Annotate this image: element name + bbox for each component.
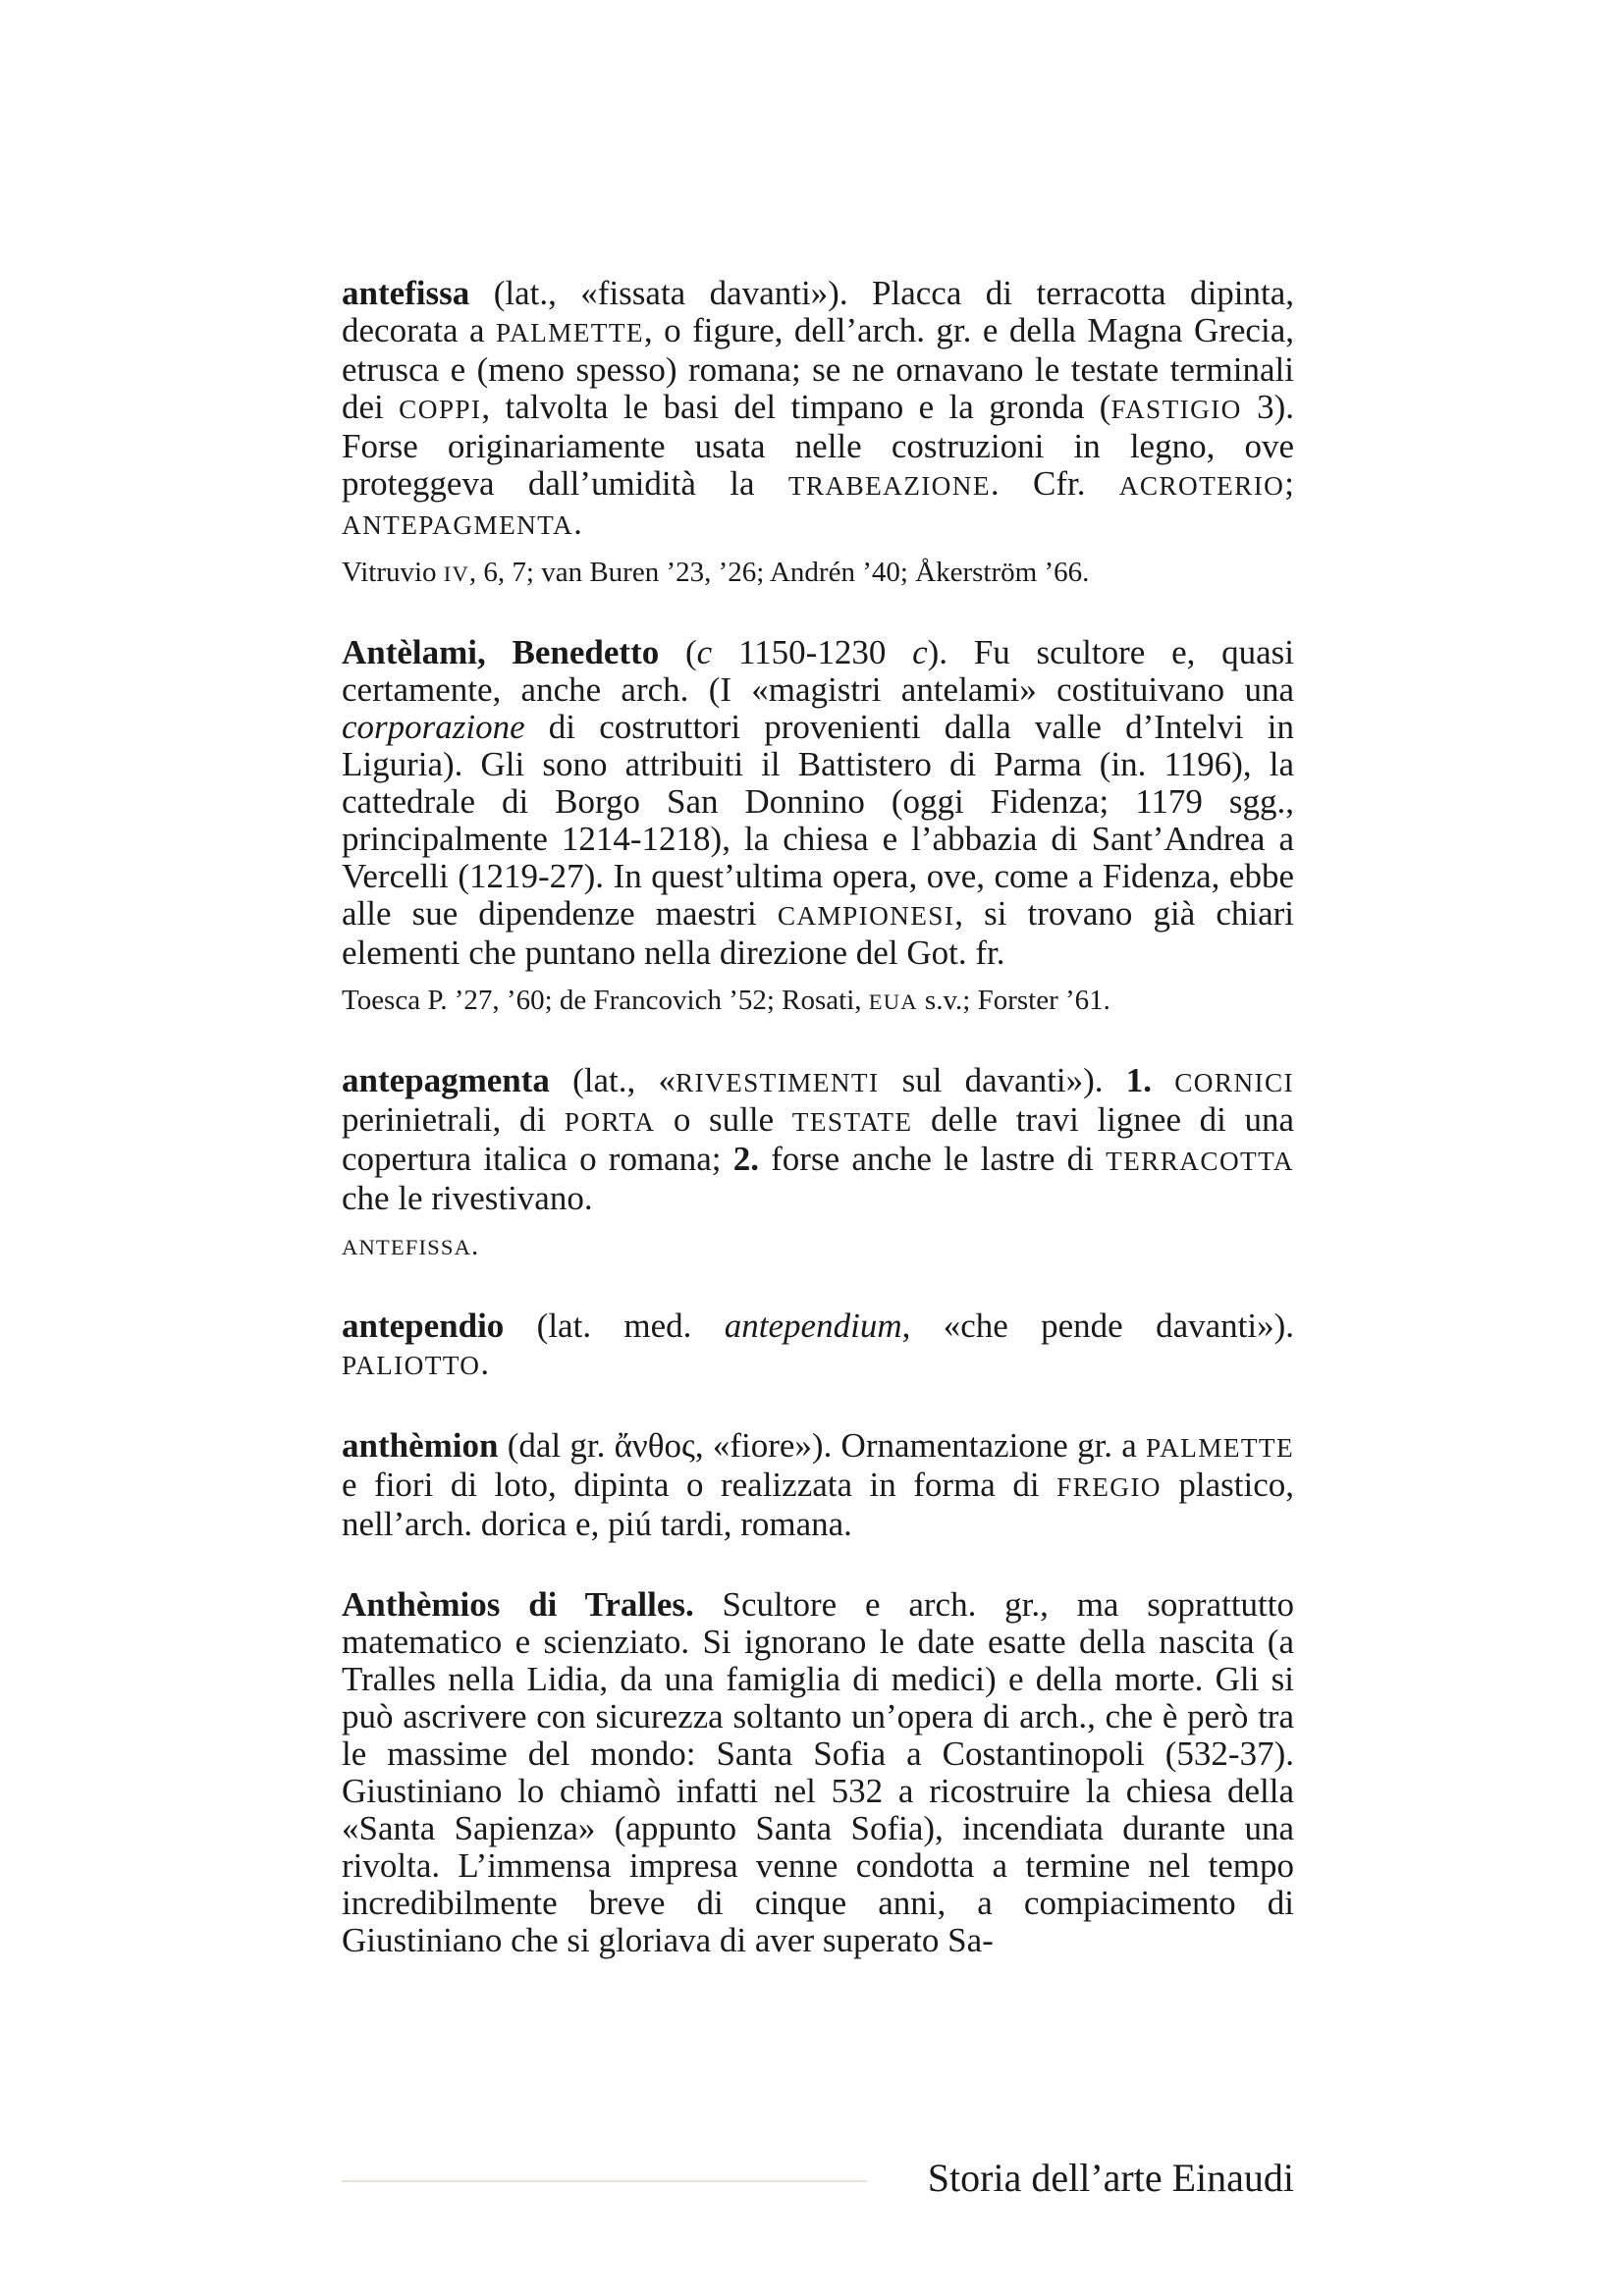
cross-reference: COPPI: [399, 395, 482, 424]
dictionary-entry: [342, 275, 1294, 591]
dictionary-entry: [342, 634, 1294, 1019]
dictionary-entry: [342, 1427, 1294, 1543]
entry-headword: antefissa: [342, 274, 470, 312]
text-run: e fiori di loto, dipinta o realizzata in forma di: [342, 1466, 1057, 1504]
cross-reference: IV: [443, 561, 469, 586]
cross-reference: ACROTERIO: [1118, 471, 1285, 501]
text-run: , talvolta le basi del timpano e la gronda (: [481, 388, 1111, 426]
text-run: , o figure, dell’arch. gr. e della Magna Grecia, etrusca e (meno spesso) romana; se ne ornavano le testate terminali dei: [342, 311, 1294, 426]
entry-body: [342, 275, 1294, 544]
footer-rule: [342, 2180, 867, 2182]
dictionary-entries: [342, 275, 1294, 2002]
cross-reference: RIVESTIMENTI: [675, 1068, 880, 1097]
dictionary-entry: [342, 1062, 1294, 1264]
text-run: (lat., «: [549, 1061, 676, 1099]
cross-reference: FASTIGIO: [1110, 395, 1242, 424]
entry-headword: Anthèmios di Tralles.: [342, 1585, 694, 1624]
text-run: Toesca P. ’27, ’60; de Francovich ’52; Rosati,: [342, 985, 869, 1016]
cross-reference: PALMETTE: [1146, 1433, 1294, 1463]
text-run: delle travi lignee di una copertura italica o romana;: [342, 1100, 1295, 1178]
dictionary-entry: [342, 1308, 1294, 1384]
entry-headword: antependio: [342, 1307, 505, 1345]
entry-headword: Antèlami, Benedetto: [342, 633, 660, 671]
cross-reference: TESTATE: [791, 1107, 913, 1137]
cross-reference: PALMETTE: [495, 318, 644, 347]
text-run: , 6, 7; van Buren ’23, ’26; Andrén ’40; Åkerström ’66.: [468, 557, 1090, 588]
text-run: corporazione: [342, 708, 525, 746]
cross-reference: ANTEFISSA: [342, 1235, 472, 1259]
cross-reference: ANTEPAGMENTA: [342, 510, 574, 540]
text-run: .: [471, 1230, 479, 1261]
text-run: ). Fu scultore e, quasi certamente, anche arch. (I «magistri antelami» costituivano una: [342, 633, 1295, 709]
entry-body: [342, 1062, 1294, 1217]
text-run: , si trovano già chiari elementi che puntano nella direzione del Got. fr.: [342, 894, 1294, 972]
dictionary-entry: [342, 1586, 1294, 1959]
text-run: c: [912, 633, 928, 671]
cross-reference: PORTA: [564, 1107, 656, 1137]
text-run: , «che pende davanti»).: [901, 1307, 1294, 1345]
entry-body: [342, 1427, 1294, 1543]
cross-reference: CAMPIONESI: [777, 901, 955, 931]
text-run: (dal gr. ἄνθος, «fiore»). Ornamentazione gr. a: [498, 1426, 1147, 1465]
entry-bibliography: [342, 1229, 1294, 1264]
entry-body: [342, 634, 1294, 972]
cross-reference: TERRACOTTA: [1106, 1147, 1294, 1176]
cross-reference: FREGIO: [1056, 1472, 1162, 1502]
text-run: 1.: [1125, 1061, 1153, 1099]
text-run: .: [573, 504, 582, 542]
text-run: o sulle: [655, 1100, 792, 1139]
text-run: .: [480, 1344, 490, 1382]
text-run: c: [696, 633, 713, 671]
cross-reference: CORNICI: [1174, 1068, 1295, 1097]
entry-bibliography: [342, 556, 1294, 591]
text-run: di costruttori provenienti dalla valle d’Intelvi in Liguria). Gli sono attribuiti il Battistero di Parma (in. 1196), la cattedrale di Borgo San Donnino (oggi Fidenza; 1179 sgg., principalmente 1214-1218), la chiesa e l’abbazia di Sant’Andrea a Vercelli (1219-27). In quest’ultima opera, ove, come a Fidenza, ebbe alle sue dipendenze maestri: [342, 708, 1294, 933]
text-run: (: [659, 633, 697, 671]
text-run: 1150-1230: [712, 633, 913, 671]
text-run: 2.: [732, 1140, 759, 1178]
text-run: (lat. med.: [504, 1307, 725, 1345]
text-run: (lat., «fissata davanti»). Placca di terracotta dipinta, decorata a: [342, 274, 1294, 349]
text-run: s.v.; Forster ’61.: [917, 985, 1110, 1016]
entry-body: [342, 1586, 1294, 1959]
text-run: 3). Forse originariamente usata nelle costruzioni in legno, ove proteggeva dall’umidità la: [342, 388, 1295, 503]
text-run: che le rivestivano.: [342, 1179, 593, 1217]
entry-headword: anthèmion: [342, 1426, 499, 1465]
text-run: . Cfr.: [990, 464, 1119, 503]
cross-reference: EUA: [868, 989, 918, 1014]
text-run: Vitruvio: [342, 557, 444, 588]
entry-body: [342, 1308, 1294, 1384]
cross-reference: TRABEAZIONE: [787, 471, 991, 501]
text-run: forse anche le lastre di: [758, 1140, 1107, 1178]
footer-publisher: Storia dell’arte Einaudi: [927, 2156, 1294, 2200]
entry-headword: antepagmenta: [342, 1061, 550, 1099]
entry-bibliography: [342, 984, 1294, 1019]
text-run: plastico, nell’arch. dorica e, piú tardi, romana.: [342, 1466, 1294, 1543]
text-run: perinietrali, di: [342, 1100, 565, 1139]
cross-reference: PALIOTTO: [342, 1351, 481, 1380]
text-run: antependium: [724, 1307, 902, 1345]
text-run: sul davanti»).: [879, 1061, 1126, 1099]
text-run: Scultore e arch. gr., ma soprattutto matematico e scienziato. Si ignorano le date esatte della nascita (a Tralles nella Lidia, da una famiglia di medici) e della morte. Gli si può ascrivere con sicurezza soltanto un’opera di arch., che è però tra le massime del mondo: Santa Sofia a Costantinopoli (532-37). Giustiniano lo chiamò infatti nel 532 a ricostruire la chiesa della «Santa Sapienza» (appunto Santa Sofia), incendiata durante una rivolta. L’immensa impresa venne condotta a termine nel tempo incredibilmente breve di cinque anni, a compiacimento di Giustiniano che si gloriava di aver superato Sa-: [342, 1585, 1294, 1959]
text-run: ;: [1284, 464, 1294, 503]
text-run: [1152, 1061, 1174, 1099]
